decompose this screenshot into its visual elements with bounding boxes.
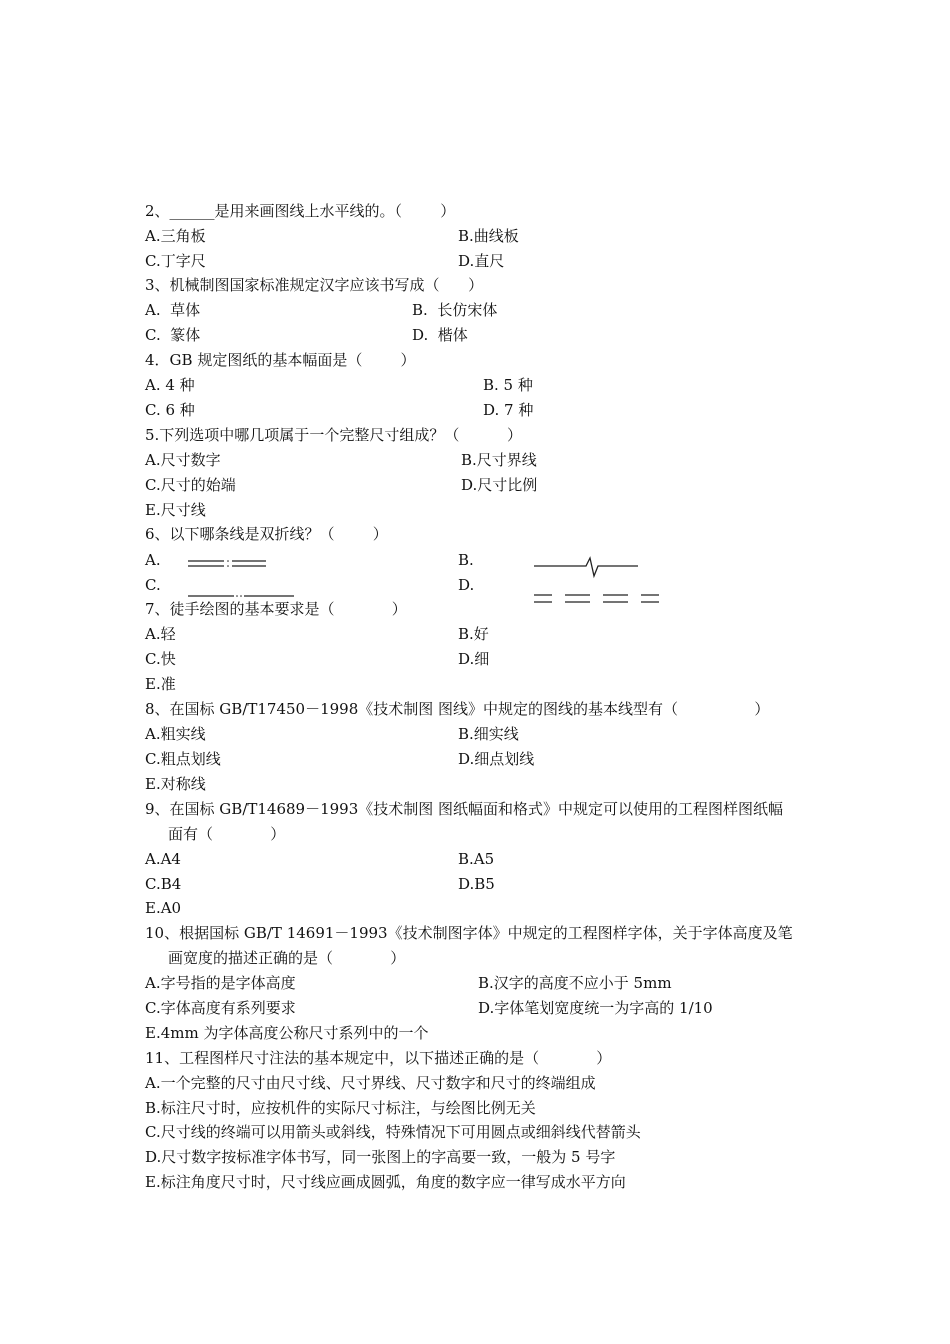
q9-option-a: A.A4 (145, 850, 181, 868)
q8-option-e: E.对称线 (145, 775, 206, 793)
q5-option-e: E.尺寸线 (145, 501, 206, 519)
q8-option-a: A.粗实线 (145, 725, 206, 743)
q2-option-a: A.三角板 (145, 227, 206, 245)
q6-figure-d-dashed-double-line (532, 592, 662, 606)
q4-option-c: C. 6 种 (145, 401, 195, 419)
q9-option-c: C.B4 (145, 875, 182, 893)
q3-option-b: B. 长仿宋体 (412, 301, 498, 319)
q8-option-b: B.细实线 (458, 725, 519, 743)
q3-option-c: C. 篆体 (145, 326, 201, 344)
q6-figure-b-break-line (532, 556, 642, 580)
q2-option-d: D.直尺 (458, 252, 505, 270)
q11-option-b: B.标注尺寸时，应按机件的实际尺寸标注，与绘图比例无关 (145, 1099, 536, 1117)
q9-stem-line1: 9、在国标 GB/T14689－1993《技术制图 图纸幅面和格式》中规定可以使用的工程图样图纸幅 (145, 800, 784, 818)
q11-option-c: C.尺寸线的终端可以用箭头或斜线，特殊情况下可用圆点或细斜线代替箭头 (145, 1123, 641, 1141)
q3-stem: 3、机械制图国家标准规定汉字应该书写成（ ） (145, 276, 484, 294)
q5-option-c: C.尺寸的始端 (145, 476, 236, 494)
q5-option-d: D.尺寸比例 (461, 476, 538, 494)
q4-option-a: A. 4 种 (145, 376, 195, 394)
q7-option-b: B.好 (458, 625, 489, 643)
q7-option-c: C.快 (145, 650, 176, 668)
q9-option-d: D.B5 (458, 875, 495, 893)
q10-option-b: B.汉字的高度不应小于 5mm (478, 974, 672, 992)
q10-option-d: D.字体笔划宽度统一为字高的 1/10 (478, 999, 713, 1017)
q2-option-b: B.曲线板 (458, 227, 519, 245)
q7-stem: 7、徒手绘图的基本要求是（ ） (145, 600, 407, 618)
q10-option-a: A.字号指的是字体高度 (145, 974, 296, 992)
q9-option-b: B.A5 (458, 850, 495, 868)
q8-option-d: D.细点划线 (458, 750, 535, 768)
q10-stem-line2: 画宽度的描述正确的是（ ） (168, 949, 406, 967)
q11-option-e: E.标注角度尺寸时，尺寸线应画成圆弧，角度的数字应一律写成水平方向 (145, 1173, 626, 1191)
q6-option-c: C. (145, 576, 161, 594)
q6-option-d: D. (458, 576, 475, 594)
q10-option-c: C.字体高度有系列要求 (145, 999, 296, 1017)
q5-option-b: B.尺寸界线 (461, 451, 537, 469)
q5-option-a: A.尺寸数字 (145, 451, 221, 469)
q9-stem-line2: 面有（ ） (168, 825, 286, 843)
q4-option-d: D. 7 种 (483, 401, 534, 419)
q7-option-a: A.轻 (145, 625, 176, 643)
q11-option-a: A.一个完整的尺寸由尺寸线、尺寸界线、尺寸数字和尺寸的终端组成 (145, 1074, 596, 1092)
q8-stem: 8、在国标 GB/T17450－1998《技术制图 图线》中规定的图线的基本线型有（ ） (145, 700, 770, 718)
q2-stem: 2、______是用来画图线上水平线的。（ ） (145, 202, 456, 220)
q2-option-c: C.丁字尺 (145, 252, 206, 270)
q8-option-c: C.粗点划线 (145, 750, 221, 768)
q11-stem: 11、工程图样尺寸注法的基本规定中，以下描述正确的是（ ） (145, 1049, 612, 1067)
q6-option-b: B. (458, 551, 474, 569)
q4-stem: 4．GB 规定图纸的基本幅面是（ ） (145, 351, 416, 369)
q6-stem: 6、以下哪条线是双折线？（ ） (145, 525, 388, 543)
q3-option-a: A. 草体 (145, 301, 201, 319)
q5-stem: 5.下列选项中哪几项属于一个完整尺寸组成？（ ） (145, 426, 522, 444)
q9-option-e: E.A0 (145, 899, 182, 917)
q11-option-d: D.尺寸数字按标准字体书写，同一张图上的字高要一致，一般为 5 号字 (145, 1148, 616, 1166)
q6-option-a: A. (145, 551, 161, 569)
q7-option-d: D.细 (458, 650, 490, 668)
q10-stem-line1: 10、根据国标 GB/T 14691－1993《技术制图字体》中规定的工程图样字体，关于字体高度及笔 (145, 924, 793, 942)
q6-figure-a-double-line (186, 558, 276, 572)
q10-option-e: E.4mm 为字体高度公称尺寸系列中的一个 (145, 1024, 429, 1042)
q4-option-b: B. 5 种 (483, 376, 533, 394)
q3-option-d: D. 楷体 (412, 326, 468, 344)
q7-option-e: E.准 (145, 675, 176, 693)
